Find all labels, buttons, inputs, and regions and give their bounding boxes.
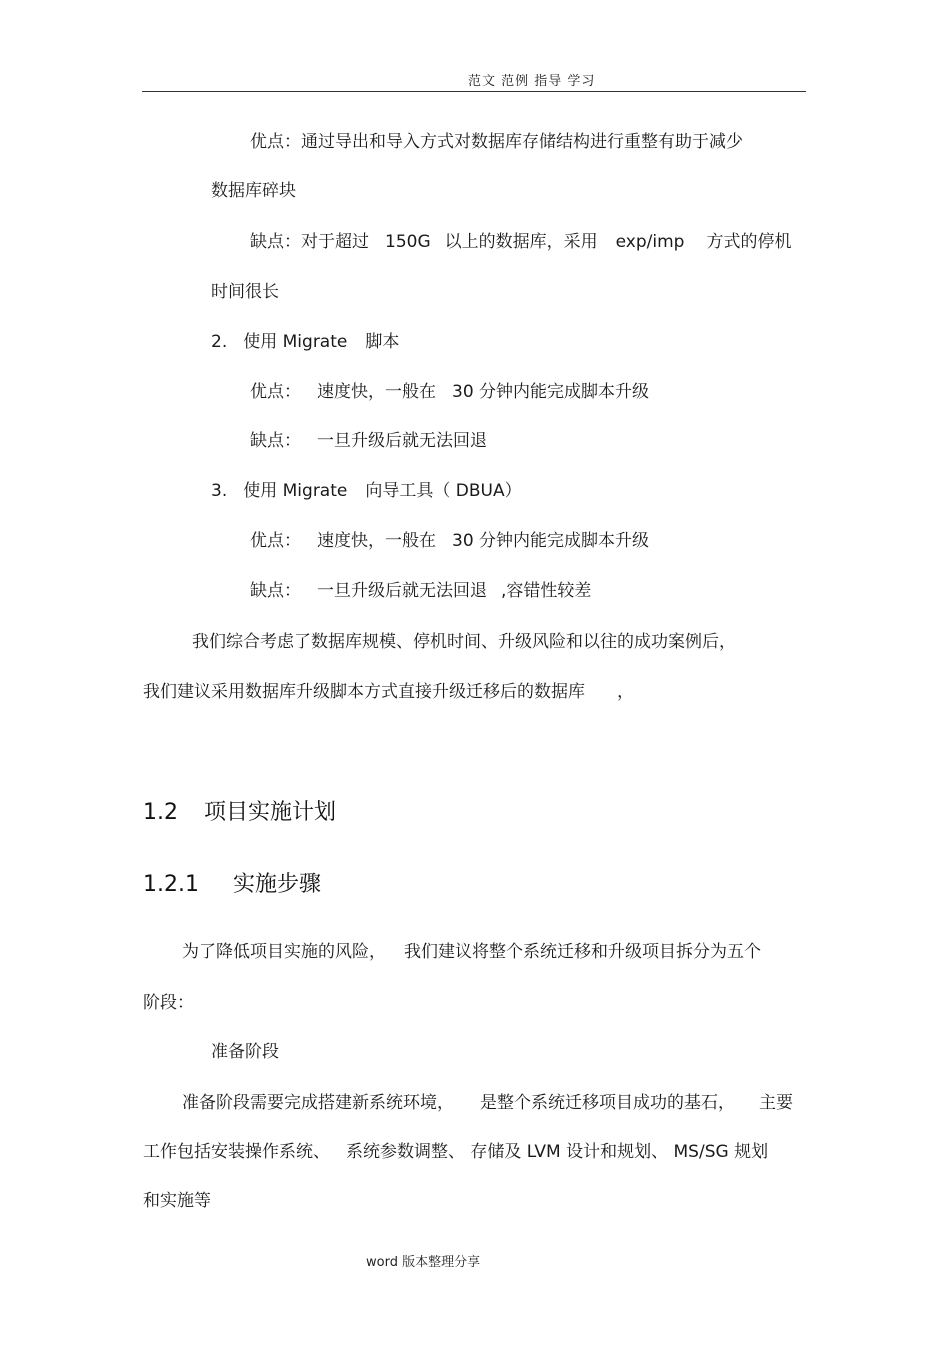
prep-paragraph-line-3: 和实施等 — [143, 1191, 211, 1211]
prep-c: 主要 — [759, 1093, 793, 1113]
option3-pros-label: 优点： — [250, 531, 301, 551]
intro-paragraph — [182, 941, 761, 963]
summary-line-2-text: 我们建议采用数据库升级脚本方式直接升级迁移后的数据库 — [143, 682, 585, 702]
summary-line-2 — [143, 681, 634, 703]
phase-title: 准备阶段 — [211, 1042, 279, 1062]
prep-e: 系统参数调整、 存储及 LVM 设计和规划、 MS/SG 规划 — [346, 1142, 769, 1162]
option1-cons-d: exp/imp — [615, 232, 685, 252]
option1-cons-a: 缺点：对于超过 — [250, 232, 369, 252]
option1-cons-c: 以上的数据库，采用 — [444, 232, 598, 252]
option1-cons-e: 方式的停机 — [706, 232, 792, 252]
option3-number: 3. — [211, 481, 228, 501]
section-number-1-2: 1.2 — [143, 800, 178, 825]
page-footer: word 版本整理分享 — [366, 1255, 481, 1270]
intro-a: 为了降低项目实施的风险， — [182, 942, 386, 962]
page-header: 范文 范例 指导 学习 — [468, 74, 596, 89]
section-title-1-2-1: 实施步骤 — [232, 872, 321, 897]
prep-b: 是整个系统迁移项目成功的基石， — [480, 1093, 735, 1113]
option1-cons-b: 150G — [385, 232, 431, 252]
summary-line-1: 我们综合考虑了数据库规模、停机时间、升级风险和以往的成功案例后， — [192, 632, 736, 652]
option2-cons-text: 一旦升级后就无法回退 — [317, 431, 487, 451]
option3-cons-a: 一旦升级后就无法回退 — [317, 581, 487, 601]
header-rule — [142, 91, 806, 92]
option1-pros-cont: 数据库碎块 — [211, 181, 296, 201]
option2-pros-b: 30 分钟内能完成脚本升级 — [452, 382, 650, 402]
section-heading-1-2 — [143, 799, 336, 827]
option3-cons-label: 缺点： — [250, 581, 301, 601]
intro-b: 我们建议将整个系统迁移和升级项目拆分为五个 — [404, 942, 761, 962]
option1-pros: 优点：通过导出和导入方式对数据库存储结构进行重整有助于减少 — [250, 132, 743, 152]
option1-cons — [250, 231, 791, 253]
prep-paragraph-line-1 — [182, 1092, 793, 1114]
option3-pros-a: 速度快，一般在 — [317, 531, 436, 551]
option2-cons — [250, 430, 487, 452]
section-title-1-2: 项目实施计划 — [204, 800, 337, 825]
option3-title-a: 使用 Migrate — [243, 481, 348, 501]
option2-cons-label: 缺点： — [250, 431, 301, 451]
option2-pros-a: 速度快，一般在 — [317, 382, 436, 402]
option3-pros — [250, 530, 649, 552]
option3-title — [211, 480, 522, 502]
intro-paragraph-cont: 阶段： — [143, 993, 194, 1013]
summary-line-2-tail: ， — [617, 682, 634, 702]
option2-title-b: 脚本 — [365, 332, 400, 352]
section-number-1-2-1: 1.2.1 — [143, 872, 199, 897]
option2-title — [211, 331, 399, 353]
option3-cons — [250, 580, 591, 602]
section-heading-1-2-1 — [143, 871, 321, 899]
option3-pros-b: 30 分钟内能完成脚本升级 — [452, 531, 650, 551]
option3-cons-b: ,容错性较差 — [501, 581, 592, 601]
prep-paragraph-line-2 — [143, 1141, 768, 1163]
prep-d: 工作包括安装操作系统、 — [143, 1142, 330, 1162]
prep-a: 准备阶段需要完成搭建新系统环境， — [182, 1093, 454, 1113]
option2-title-a: 使用 Migrate — [243, 332, 348, 352]
option3-title-b: 向导工具（ DBUA） — [365, 481, 522, 501]
option2-pros-label: 优点： — [250, 382, 301, 402]
option2-pros — [250, 381, 649, 403]
option1-cons-cont: 时间很长 — [211, 282, 279, 302]
option2-number: 2. — [211, 332, 228, 352]
